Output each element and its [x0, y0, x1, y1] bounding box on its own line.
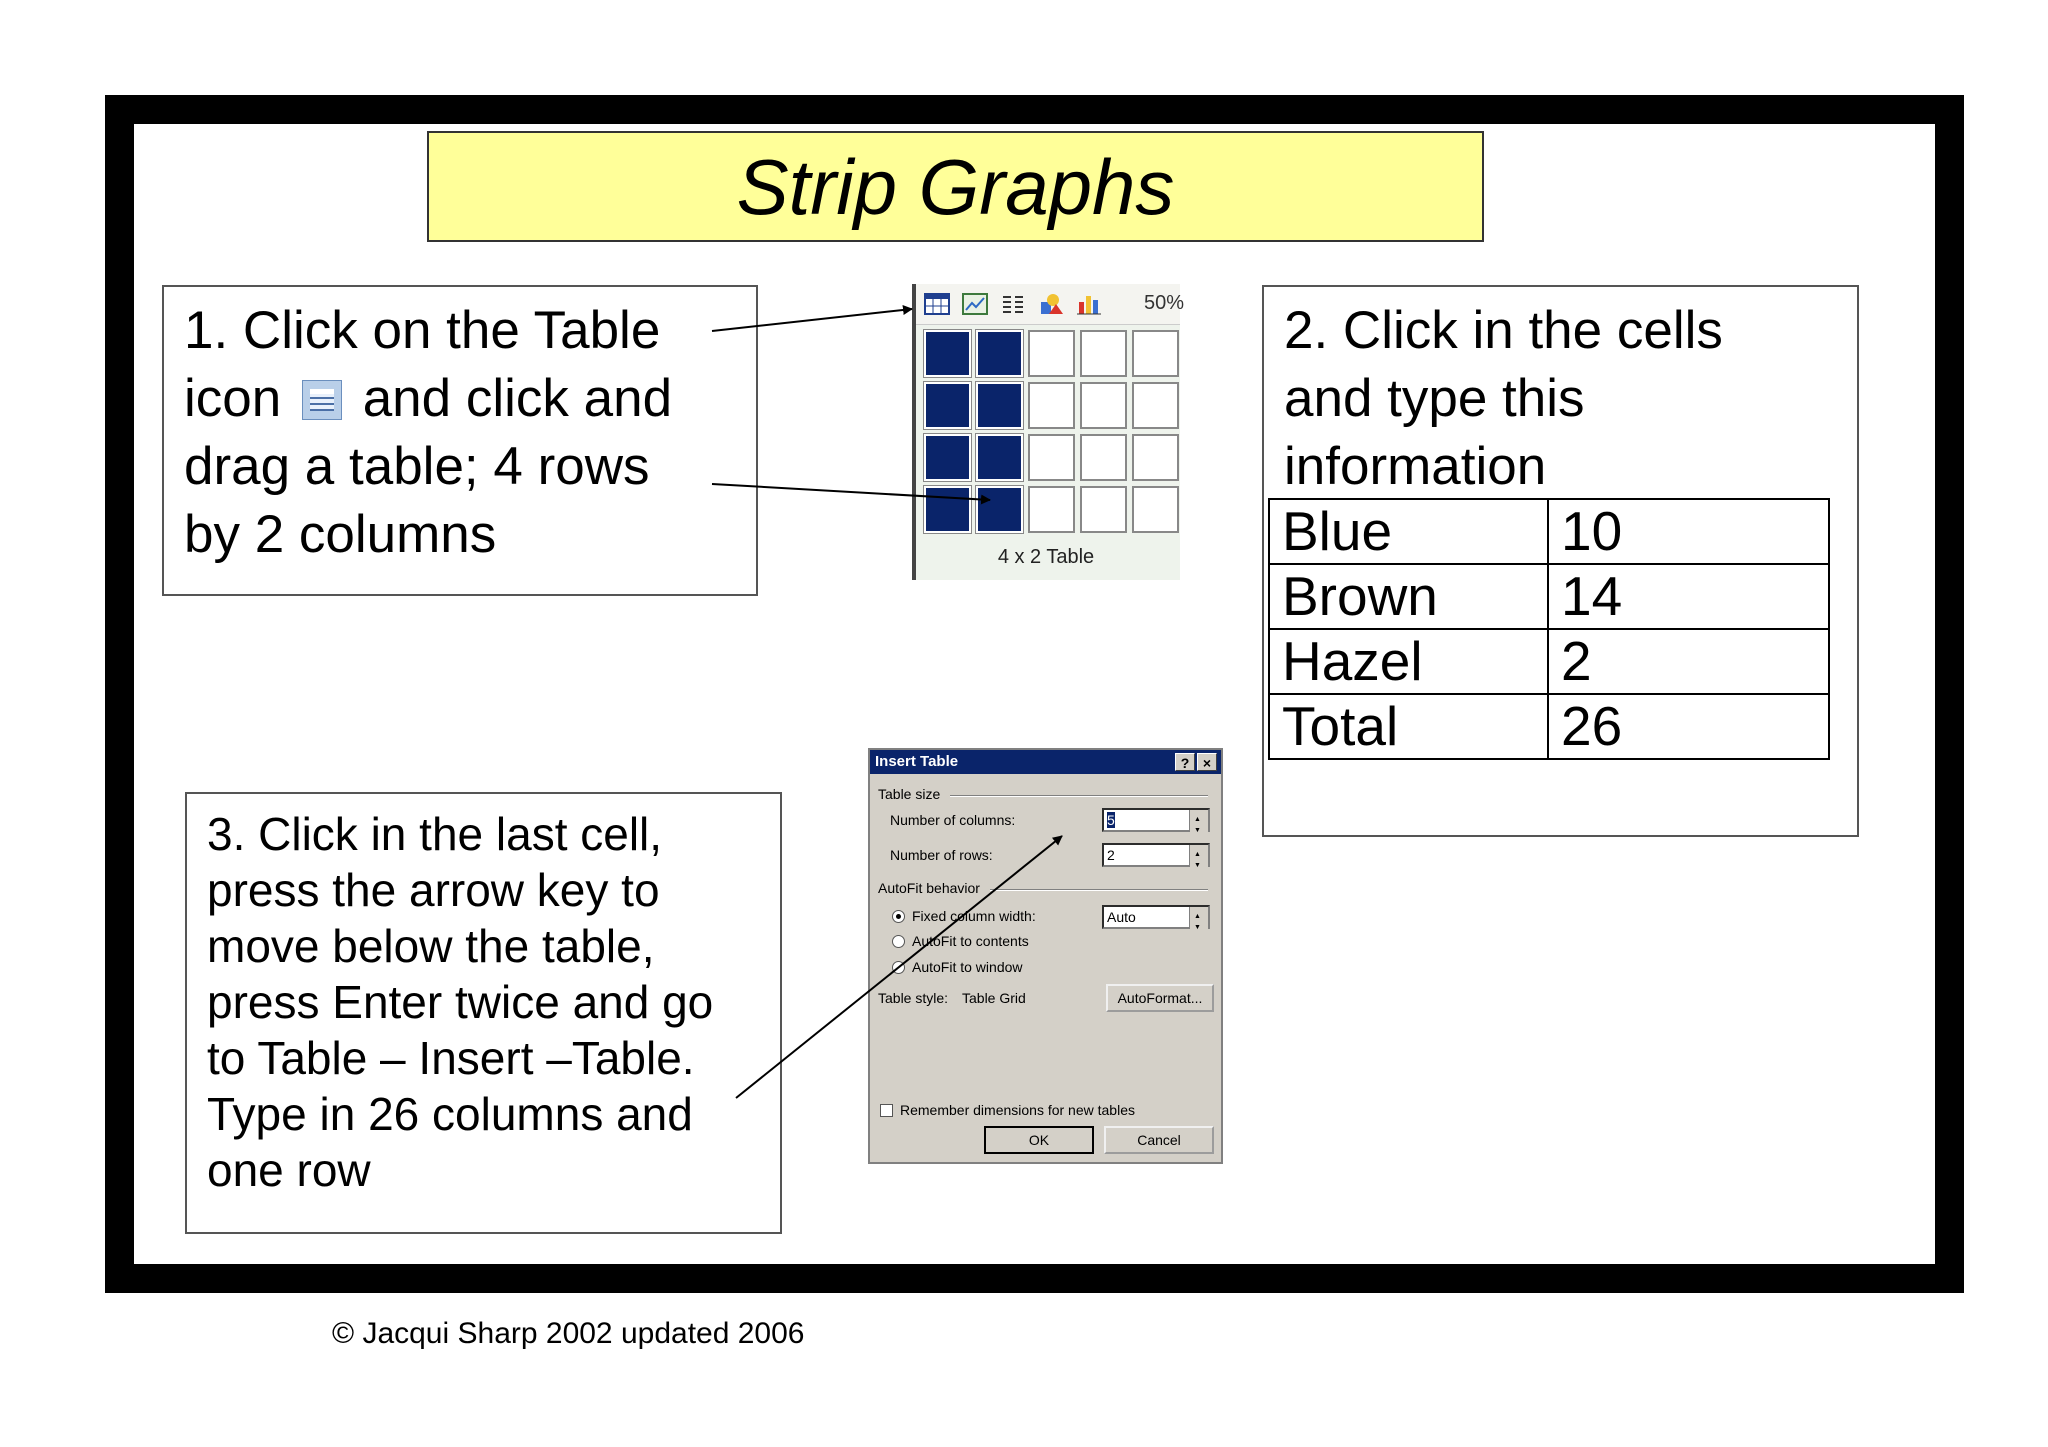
fixed-width-value: Auto [1107, 909, 1136, 925]
columns-value: 5 [1107, 812, 1115, 828]
step3-line: 3. Click in the last cell, [207, 808, 663, 860]
table-style-value: Table Grid [962, 990, 1026, 1006]
step3-line: press Enter twice and go [207, 976, 714, 1028]
table-cell: 2 [1548, 629, 1829, 694]
step1-text: and click and [362, 369, 673, 428]
zoom-level[interactable]: 50% [1144, 292, 1185, 314]
fixed-width-label: Fixed column width: [912, 908, 1036, 924]
table-cell: 26 [1548, 694, 1829, 759]
step1-text: icon [184, 369, 282, 428]
grid-caption: 4 x 2 Table [997, 546, 1095, 568]
dialog-title: Insert Table [875, 753, 959, 770]
rows-value: 2 [1107, 847, 1115, 863]
arrow-to-dialog [736, 836, 1062, 1098]
step3-line: to Table – Insert –Table. [207, 1032, 695, 1084]
autoformat-button[interactable]: AutoFormat... [1106, 984, 1214, 1012]
table-style-label: Table style: [878, 990, 949, 1006]
table-cell: Blue [1269, 499, 1548, 564]
autofit-contents-label: AutoFit to contents [912, 933, 1029, 949]
autofit-label: AutoFit behavior [878, 880, 980, 896]
page-title: Strip Graphs [736, 142, 1175, 231]
table-size-label: Table size [878, 786, 941, 802]
columns-label: Number of columns: [890, 812, 1016, 828]
step3-line: press the arrow key to [207, 864, 660, 916]
table-cell: 10 [1548, 499, 1829, 564]
rows-label: Number of rows: [890, 847, 993, 863]
step1-line: drag a table; 4 rows [184, 437, 650, 496]
copyright-footer: © Jacqui Sharp 2002 updated 2006 [332, 1317, 805, 1350]
step3-line: move below the table, [207, 920, 655, 972]
cancel-button[interactable]: Cancel [1104, 1126, 1214, 1154]
autofit-window-label: AutoFit to window [912, 959, 1023, 975]
arrow-to-grid [712, 484, 990, 500]
table-cell: Hazel [1269, 629, 1548, 694]
step1-line: 1. Click on the Table [184, 301, 661, 360]
step2-line: information [1284, 437, 1547, 496]
step2-line: and type this [1284, 369, 1585, 428]
arrow-to-table-icon [712, 309, 912, 331]
remember-label: Remember dimensions for new tables [900, 1102, 1135, 1118]
step3-line: one row [207, 1144, 371, 1196]
table-cell: Total [1269, 694, 1548, 759]
step3-line: Type in 26 columns and [207, 1088, 693, 1140]
close-icon[interactable]: × [1197, 753, 1217, 771]
step2-line: 2. Click in the cells [1284, 301, 1723, 360]
table-cell: 14 [1548, 564, 1829, 629]
ok-button[interactable]: OK [984, 1126, 1094, 1154]
step1-line: by 2 columns [184, 505, 497, 564]
help-button[interactable]: ? [1175, 753, 1195, 771]
table-cell: Brown [1269, 564, 1548, 629]
